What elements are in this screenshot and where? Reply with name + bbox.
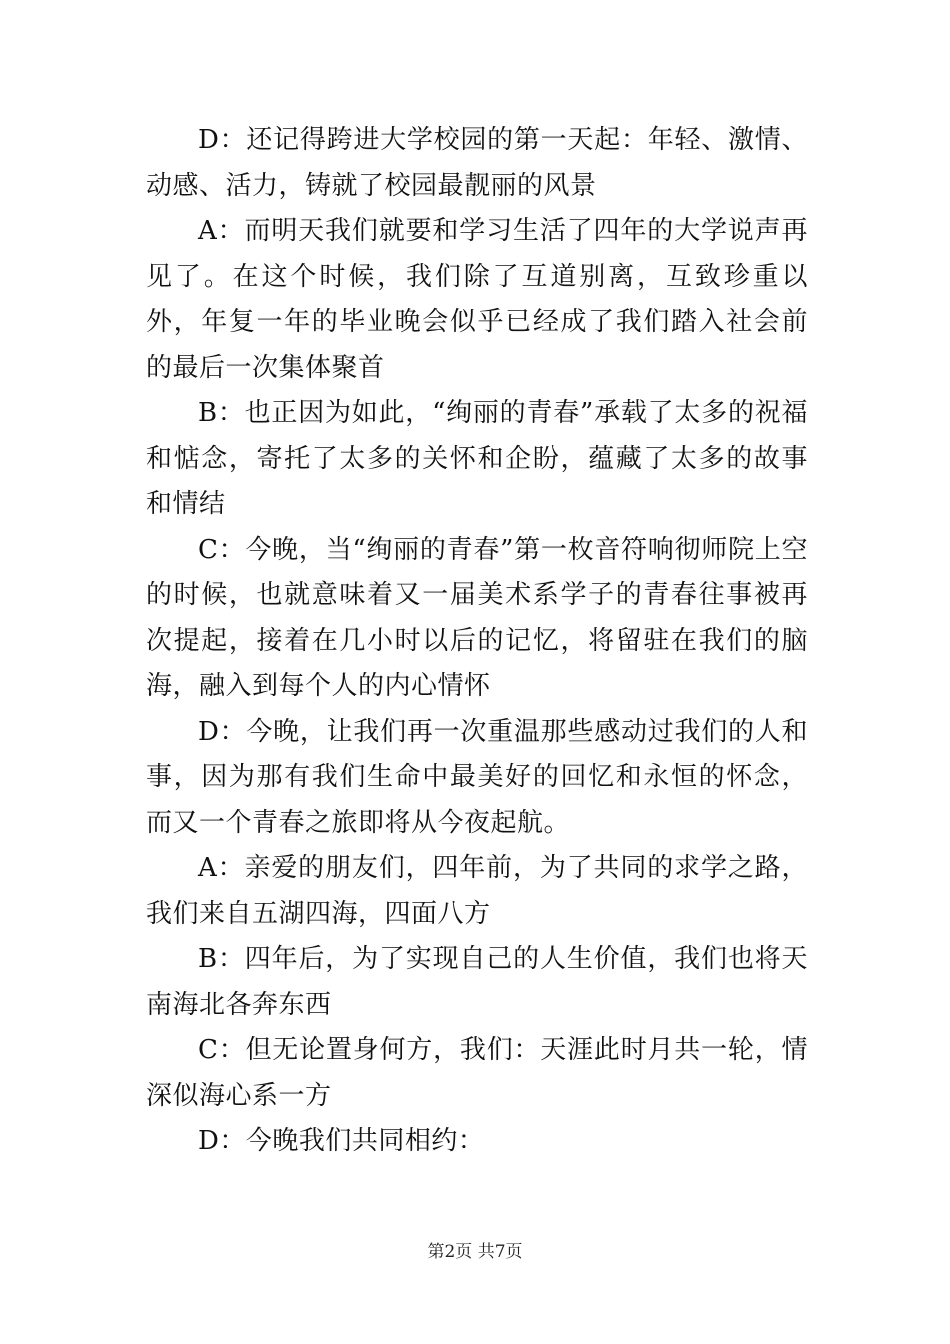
document-body [146,118,808,1165]
paragraph-b-blessings: B：也正因为如此，“绚丽的青春”承载了太多的祝福和惦念，寄托了太多的关怀和企盼，蕴藏了太多的故事和情结 [146,398,808,519]
paragraph-c-tonight-notes: C：今晚，当“绚丽的青春”第一枚音符响彻师院上空的时候，也就意味着又一届美术系学子的青春往事被再次提起，接着在几小时以后的记忆，将留驻在我们的脑海，融入到每个人的内心情怀 [146,534,808,701]
paragraph-d-first-day: D：还记得跨进大学校园的第一天起：年轻、激情、动感、活力，铸就了校园最靓丽的风景 [146,125,808,201]
paragraph-a-farewell: A：而明天我们就要和学习生活了四年的大学说声再见了。在这个时候，我们除了互道别离，互致珍重以外，年复一年的毕业晚会似乎已经成了我们踏入社会前的最后一次集体聚首 [146,216,808,383]
paragraph-d-tonight-agree: D：今晚我们共同相约： [198,1126,485,1156]
paragraph-d-relive-memories: D：今晚，让我们再一次重温那些感动过我们的人和事，因为那有我们生命中最美好的回忆和永恒的怀念，而又一个青春之旅即将从今夜起航。 [146,716,808,838]
page-footer: 第2页 共7页 [427,1242,523,1262]
paragraph-c-wherever: C：但无论置身何方，我们：天涯此时月共一轮，情深似海心系一方 [146,1035,808,1111]
paragraph-a-four-years-ago: A：亲爱的朋友们，四年前，为了共同的求学之路，我们来自五湖四海，四面八方 [146,853,808,929]
paragraph-b-four-years-later: B：四年后，为了实现自己的人生价值，我们也将天南海北各奔东西 [146,944,808,1020]
